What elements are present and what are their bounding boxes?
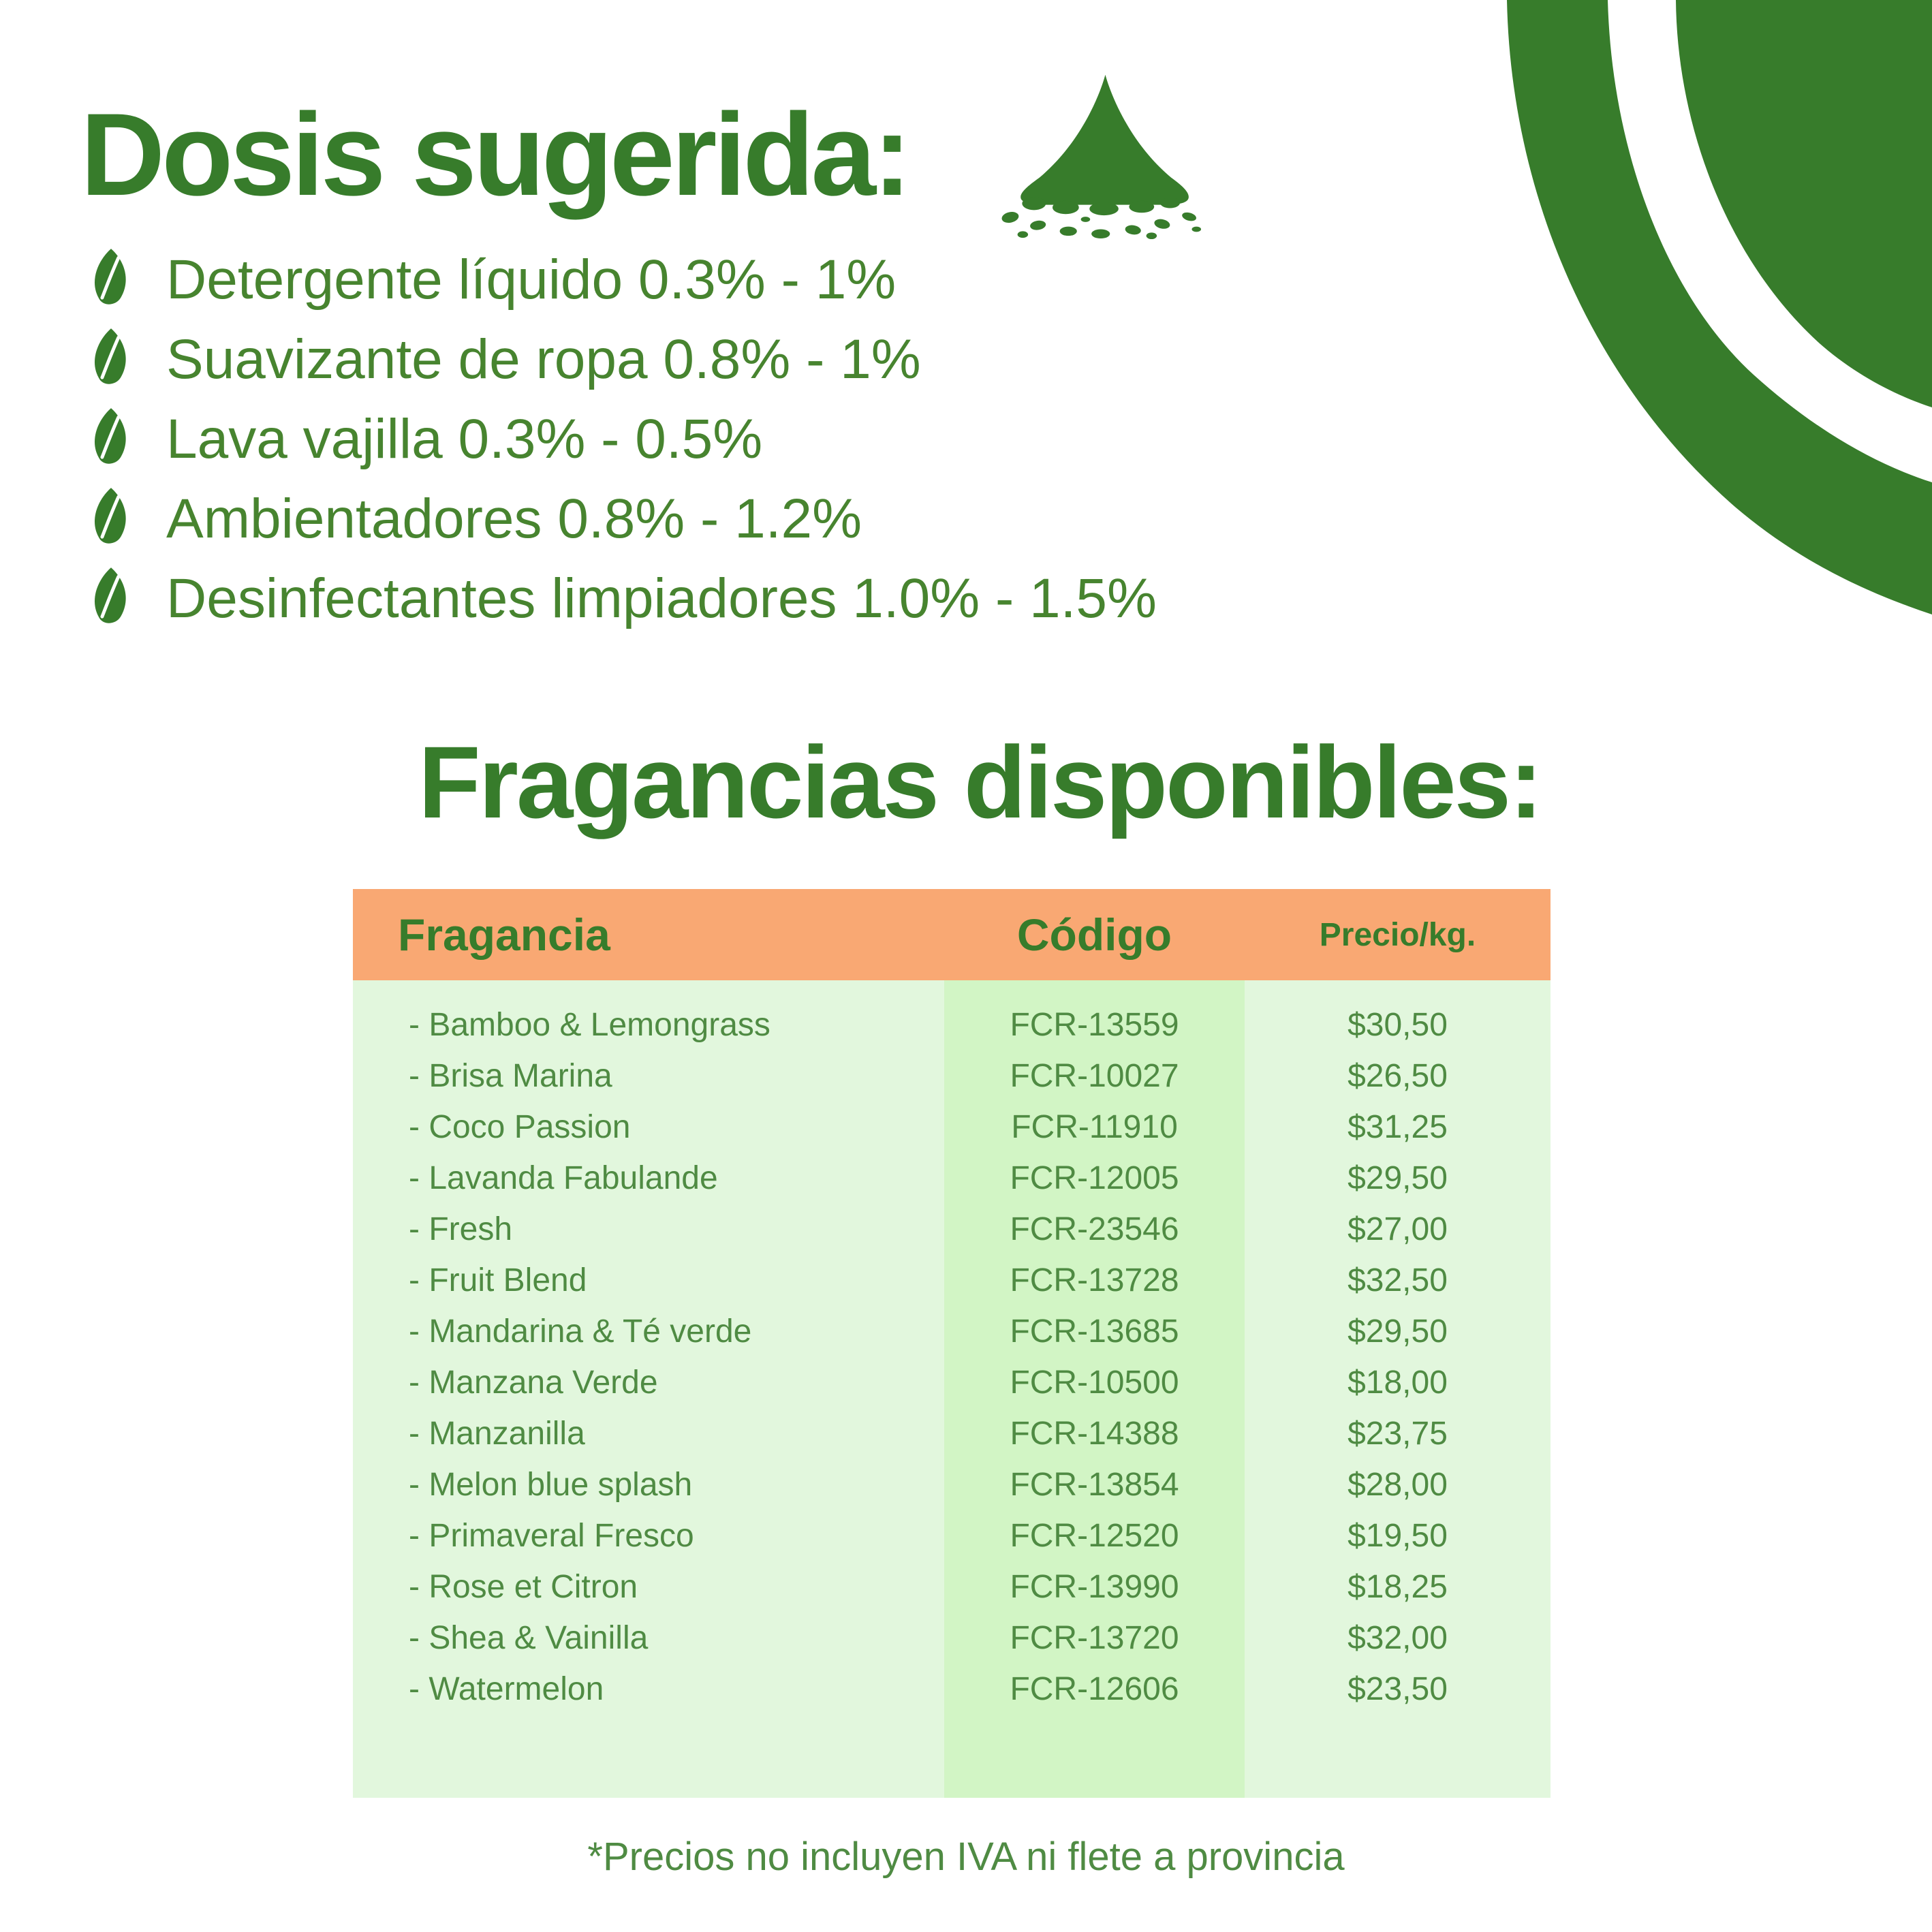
dose-list-item [89, 240, 1157, 320]
fragrance-code-cell: FCR-10027 [1010, 1058, 1179, 1094]
fragrance-name-cell: - Bamboo & Lemongrass [409, 1007, 770, 1043]
leaf-icon [89, 566, 134, 632]
dose-list-item [89, 479, 1157, 559]
fragrance-price-cell: $18,00 [1347, 1365, 1448, 1401]
table-row [353, 1408, 1551, 1459]
fragrances-table [353, 889, 1551, 1798]
fragrance-code-cell: FCR-13720 [1010, 1620, 1179, 1656]
table-row [353, 1204, 1551, 1255]
fragrance-code-cell: FCR-13728 [1010, 1262, 1179, 1298]
fragrance-name-cell: - Coco Passion [409, 1109, 631, 1145]
fragrance-price-cell: $19,50 [1347, 1518, 1448, 1554]
leaf-icon [89, 327, 134, 392]
table-row [353, 1664, 1551, 1715]
fragrance-price-cell: $27,00 [1347, 1211, 1448, 1247]
fragrance-price-cell: $32,50 [1347, 1262, 1448, 1298]
dose-item-label: Suavizante de ropa 0.8% - 1% [166, 328, 921, 390]
fragrance-code-cell: FCR-12520 [1010, 1518, 1179, 1554]
dose-list-item [89, 559, 1157, 638]
table-row [353, 1357, 1551, 1408]
fragrance-name-cell: - Primaveral Fresco [409, 1518, 694, 1554]
dose-list-item [89, 320, 1157, 399]
column-header-fragrance: Fragancia [398, 909, 610, 960]
fragrance-code-cell: FCR-13990 [1010, 1569, 1179, 1605]
fragrance-price-cell: $31,25 [1347, 1109, 1448, 1145]
fragrance-code-cell: FCR-23546 [1010, 1211, 1179, 1247]
column-header-price: Precio/kg. [1319, 916, 1476, 953]
fragrance-name-cell: - Lavanda Fabulande [409, 1160, 718, 1196]
dose-item-label: Lava vajilla 0.3% - 0.5% [166, 407, 763, 470]
table-row [353, 1255, 1551, 1306]
leaf-icon [89, 247, 134, 313]
fragrance-name-cell: - Melon blue splash [409, 1467, 693, 1503]
dose-item-label: Ambientadores 0.8% - 1.2% [166, 487, 862, 550]
table-rows [353, 999, 1551, 1715]
fragrance-name-cell: - Manzanilla [409, 1416, 585, 1452]
dose-list [89, 240, 1157, 638]
table-row [353, 1459, 1551, 1510]
fragrance-price-cell: $18,25 [1347, 1569, 1448, 1605]
table-body [353, 980, 1551, 1798]
table-row [353, 1306, 1551, 1357]
fragrance-name-cell: - Watermelon [409, 1671, 604, 1707]
fragrance-price-cell: $23,75 [1347, 1416, 1448, 1452]
table-row [353, 1561, 1551, 1612]
fragrance-price-cell: $29,50 [1347, 1313, 1448, 1350]
fragrance-name-cell: - Brisa Marina [409, 1058, 612, 1094]
fragrance-name-cell: - Manzana Verde [409, 1365, 658, 1401]
fragrance-code-cell: FCR-12606 [1010, 1671, 1179, 1707]
fragrance-name-cell: - Fruit Blend [409, 1262, 587, 1298]
fragrances-section-title: Fragancias disponibles: [418, 725, 1542, 839]
fragrance-code-cell: FCR-13685 [1010, 1313, 1179, 1350]
table-row [353, 1510, 1551, 1561]
leaf-icon [89, 486, 134, 552]
fragrance-code-cell: FCR-14388 [1010, 1416, 1179, 1452]
dose-item-label: Detergente líquido 0.3% - 1% [166, 248, 897, 311]
fragrance-price-cell: $28,00 [1347, 1467, 1448, 1503]
fragrance-name-cell: - Mandarina & Té verde [409, 1313, 752, 1350]
column-header-code: Código [1016, 909, 1172, 960]
table-row [353, 1050, 1551, 1102]
fragrance-price-cell: $30,50 [1347, 1007, 1448, 1043]
fragrance-code-cell: FCR-12005 [1010, 1160, 1179, 1196]
fragrance-code-cell: FCR-13854 [1010, 1467, 1179, 1503]
heart-corner-shape [1455, 0, 1932, 647]
fragrance-price-cell: $29,50 [1347, 1160, 1448, 1196]
leaf-icon [89, 407, 134, 472]
dose-list-item [89, 399, 1157, 479]
table-header-row [353, 889, 1551, 980]
table-row [353, 999, 1551, 1050]
fragrance-code-cell: FCR-11910 [1011, 1109, 1178, 1145]
table-row [353, 1153, 1551, 1204]
fragrance-price-cell: $26,50 [1347, 1058, 1448, 1094]
fragrance-price-cell: $32,00 [1347, 1620, 1448, 1656]
price-disclaimer: *Precios no incluyen IVA ni flete a provincia [587, 1835, 1345, 1879]
powder-pile-icon [991, 68, 1219, 240]
dose-section-title: Dosis sugerida: [80, 89, 909, 220]
fragrance-name-cell: - Fresh [409, 1211, 513, 1247]
table-row [353, 1612, 1551, 1664]
fragrance-name-cell: - Rose et Citron [409, 1569, 638, 1605]
fragrance-code-cell: FCR-13559 [1010, 1007, 1179, 1043]
table-row [353, 1102, 1551, 1153]
fragrance-name-cell: - Shea & Vainilla [409, 1620, 649, 1656]
fragrance-code-cell: FCR-10500 [1010, 1365, 1179, 1401]
fragrance-price-cell: $23,50 [1347, 1671, 1448, 1707]
dose-item-label: Desinfectantes limpiadores 1.0% - 1.5% [166, 567, 1157, 629]
